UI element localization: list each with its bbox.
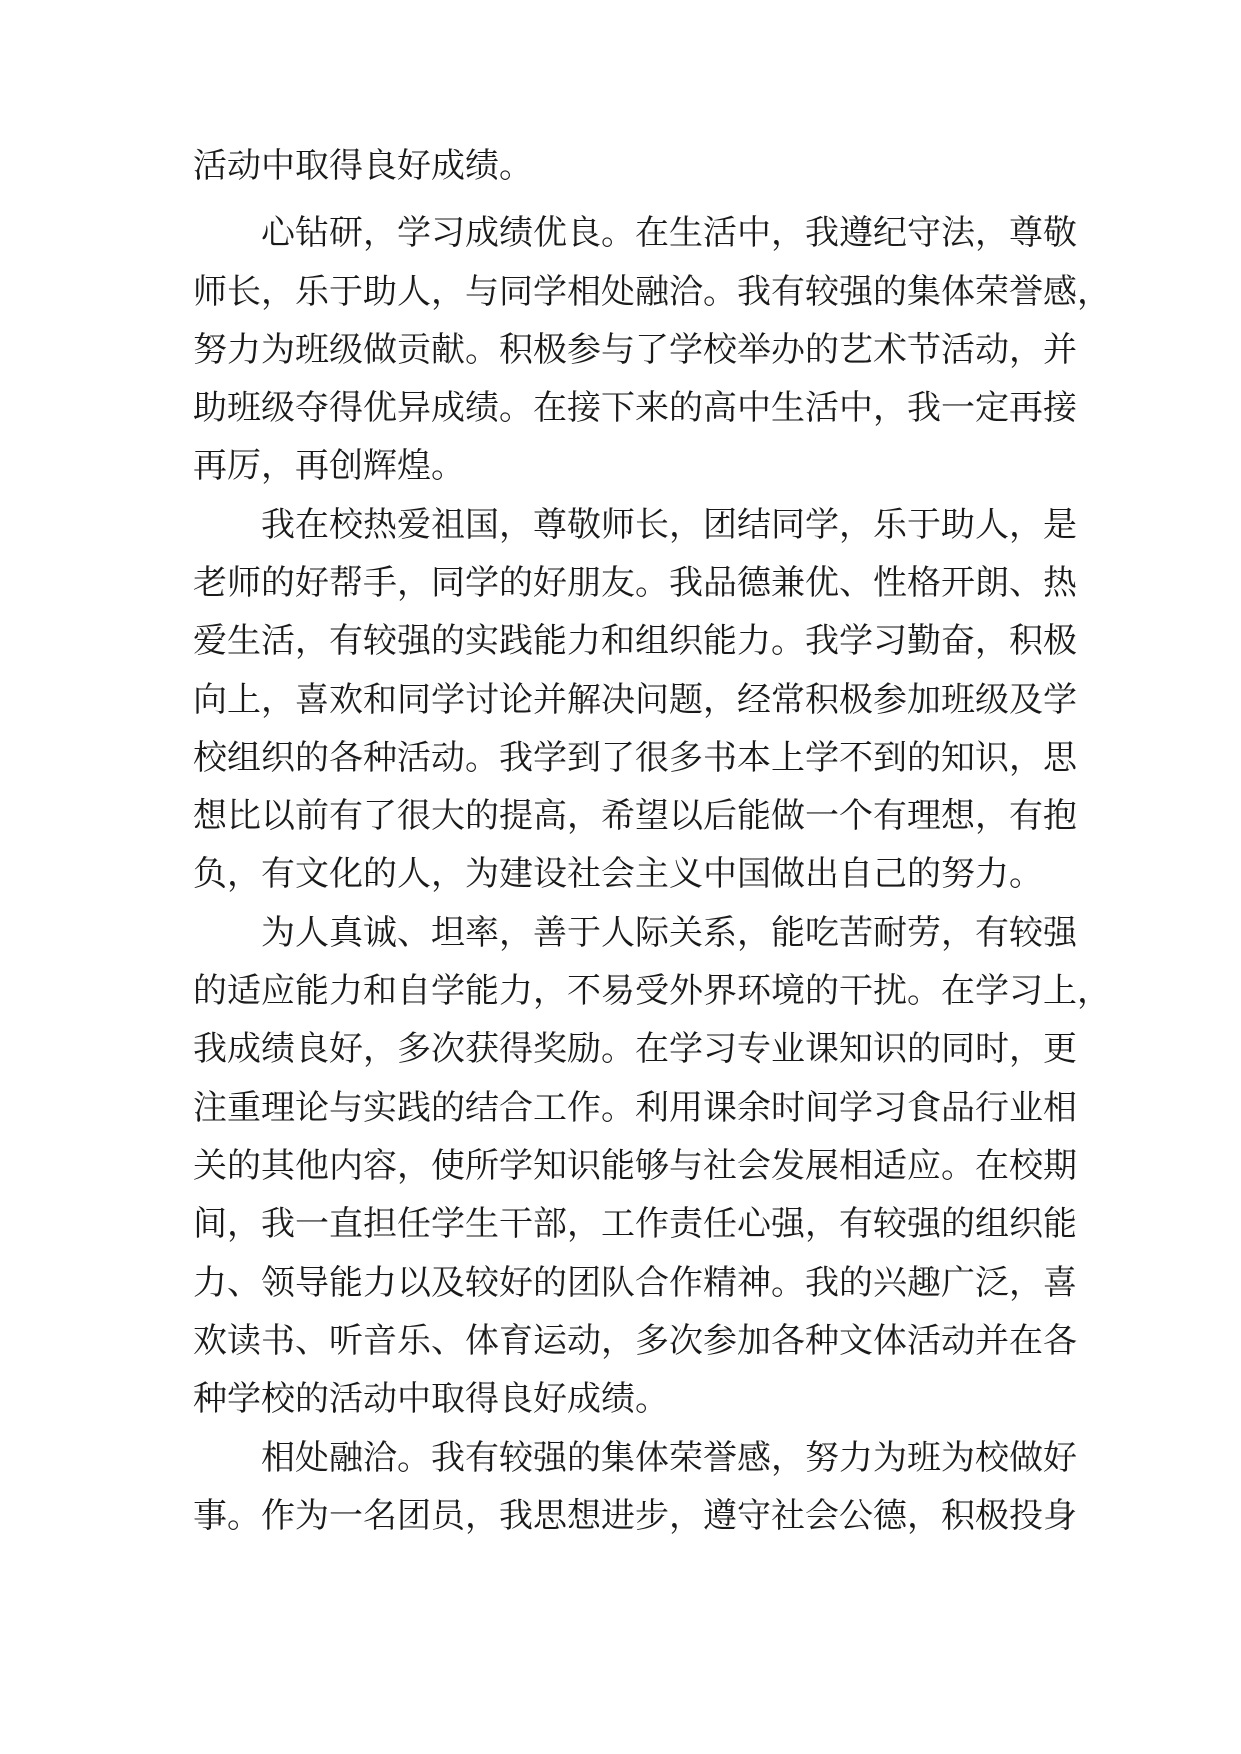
text-line: 校组织的各种活动。我学到了很多书本上学不到的知识，思 xyxy=(193,738,1077,778)
text-line: 负，有文化的人，为建设社会主义中国做出自己的努力。 xyxy=(193,854,1043,894)
text-line: 活动中取得良好成绩。 xyxy=(193,146,533,186)
text-line: 再厉，再创辉煌。 xyxy=(193,446,465,486)
text-line: 爱生活，有较强的实践能力和组织能力。我学习勤奋，积极 xyxy=(193,621,1077,661)
text-line: 力、领导能力以及较好的团队合作精神。我的兴趣广泛，喜 xyxy=(193,1263,1077,1303)
text-line: 欢读书、听音乐、体育运动，多次参加各种文体活动并在各 xyxy=(193,1321,1077,1361)
text-line: 间，我一直担任学生干部，工作责任心强，有较强的组织能 xyxy=(193,1204,1077,1244)
paragraph-first-line: 相处融洽。我有较强的集体荣誉感，努力为班为校做好 xyxy=(261,1438,1077,1478)
text-line: 注重理论与实践的结合工作。利用课余时间学习食品行业相 xyxy=(193,1088,1077,1128)
text-line: 关的其他内容，使所学知识能够与社会发展相适应。在校期 xyxy=(193,1146,1077,1186)
text-line: 事。作为一名团员，我思想进步，遵守社会公德，积极投身 xyxy=(193,1496,1077,1536)
text-line: 老师的好帮手，同学的好朋友。我品德兼优、性格开朗、热 xyxy=(193,563,1077,603)
text-line: 努力为班级做贡献。积极参与了学校举办的艺术节活动，并 xyxy=(193,330,1077,370)
text-line: 的适应能力和自学能力，不易受外界环境的干扰。在学习上， xyxy=(193,971,1111,1011)
text-line: 师长，乐于助人，与同学相处融洽。我有较强的集体荣誉感， xyxy=(193,272,1111,312)
paragraph-first-line: 我在校热爱祖国，尊敬师长，团结同学，乐于助人，是 xyxy=(261,505,1077,545)
paragraph-first-line: 心钻研，学习成绩优良。在生活中，我遵纪守法，尊敬 xyxy=(261,213,1077,253)
text-line: 想比以前有了很大的提高，希望以后能做一个有理想，有抱 xyxy=(193,796,1077,836)
text-line: 我成绩良好，多次获得奖励。在学习专业课知识的同时，更 xyxy=(193,1029,1077,1069)
text-line: 助班级夺得优异成绩。在接下来的高中生活中，我一定再接 xyxy=(193,388,1077,428)
text-line: 种学校的活动中取得良好成绩。 xyxy=(193,1379,669,1419)
text-line: 向上，喜欢和同学讨论并解决问题，经常积极参加班级及学 xyxy=(193,680,1077,720)
paragraph-first-line: 为人真诚、坦率，善于人际关系，能吃苦耐劳，有较强 xyxy=(261,913,1077,953)
